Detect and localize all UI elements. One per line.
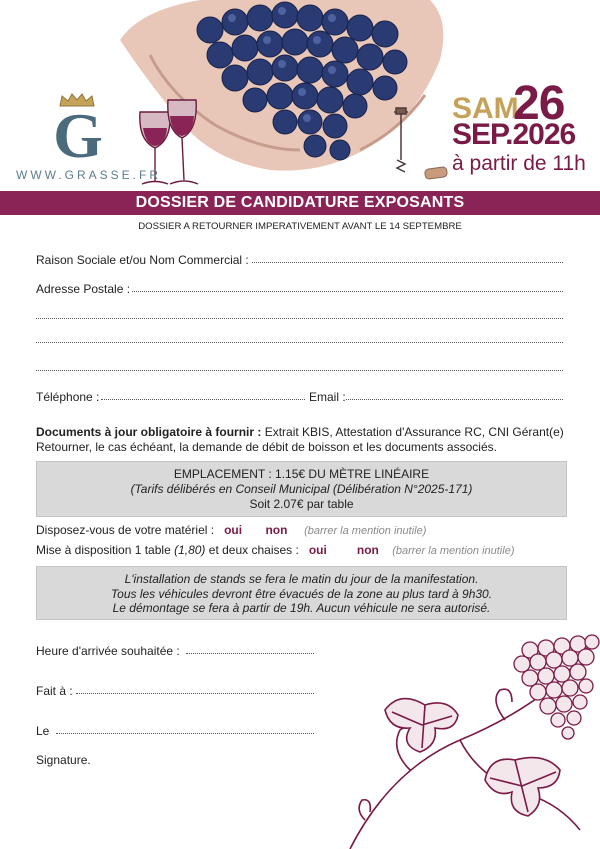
table-question-label-a: Mise à disposition 1 table: [36, 543, 175, 557]
table-hint: (barrer la mention inutile): [392, 545, 515, 557]
title-banner: [0, 191, 600, 215]
materiel-question: [36, 523, 426, 537]
materiel-oui-option[interactable]: oui: [224, 523, 243, 537]
raison-sociale-field[interactable]: [252, 262, 563, 263]
grasse-logo: G: [53, 100, 103, 171]
email-field[interactable]: [346, 399, 563, 400]
table-non-option[interactable]: non: [356, 543, 379, 557]
documents-requirements: [36, 425, 576, 455]
date-field[interactable]: [56, 733, 314, 734]
table-price: Soit 2.07€ par table: [249, 497, 354, 511]
emplacement-pricing-box: [36, 461, 567, 517]
documents-list: Extrait KBIS, Attestation d'Assurance RC, CNI Gérant(e): [261, 425, 564, 439]
website-url[interactable]: WWW.GRASSE.FR: [16, 168, 161, 182]
emplacement-price: EMPLACEMENT : 1.15€ DU MÈTRE LINÉAIRE: [173, 467, 430, 481]
arrival-time-label: Heure d'arrivée souhaitée :: [36, 644, 180, 658]
table-question-label-c: et deux chaises :: [205, 543, 299, 557]
fait-a-field[interactable]: [76, 693, 314, 694]
documents-label: Documents à jour obligatoire à fournir :: [36, 425, 262, 439]
vine-illustration: [330, 620, 600, 849]
arrival-time-field[interactable]: [186, 653, 314, 654]
date-label: Le: [36, 724, 50, 738]
notice-line-3: Le démontage se fera à partir de 19h. Aucun véhicule ne sera autorisé.: [112, 601, 491, 615]
event-date-number: 26: [513, 77, 565, 130]
event-month-year: SEP.2026: [452, 118, 576, 151]
emplacement-deliberation: (Tarifs délibérés en Conseil Municipal (Délibération N°2025-171): [130, 482, 473, 496]
notice-line-2: Tous les véhicules devront être évacués de la zone au plus tard à 9h30.: [110, 586, 493, 601]
telephone-field[interactable]: [101, 399, 305, 400]
adresse-field-line-3[interactable]: [36, 342, 563, 343]
event-day: SAM: [452, 92, 519, 125]
materiel-hint: (barrer la mention inutile): [304, 525, 427, 537]
signature-label: Signature.: [36, 753, 91, 767]
table-question: [36, 543, 514, 557]
installation-notice-box: [36, 566, 567, 620]
materiel-non-option[interactable]: non: [265, 523, 288, 537]
notice-line-1: L'installation de stands se fera le matin du jour de la manifestation.: [124, 572, 479, 586]
page-subtitle: DOSSIER A RETOURNER IMPERATIVEMENT AVANT LE 14 SEPTEMBRE: [138, 221, 462, 232]
page-title: DOSSIER DE CANDIDATURE EXPOSANTS: [135, 194, 465, 211]
telephone-label: Téléphone :: [36, 390, 100, 404]
table-oui-option[interactable]: oui: [308, 543, 327, 557]
documents-extra: Retourner, le cas échéant, la demande de débit de boisson et les documents associés.: [36, 440, 497, 454]
fait-a-label: Fait à :: [36, 684, 73, 698]
adresse-field-line-2[interactable]: [36, 318, 563, 319]
materiel-question-label: Disposez-vous de votre matériel :: [36, 523, 215, 537]
adresse-field-line-4[interactable]: [36, 370, 563, 371]
adresse-field-line-1[interactable]: [132, 291, 563, 292]
email-label: Email :: [309, 390, 346, 404]
raison-sociale-label: Raison Sociale et/ou Nom Commercial :: [36, 253, 249, 267]
event-start-time: à partir de 11h: [452, 152, 586, 175]
table-question-size: (1,80): [174, 543, 206, 557]
adresse-label: Adresse Postale :: [36, 282, 131, 296]
